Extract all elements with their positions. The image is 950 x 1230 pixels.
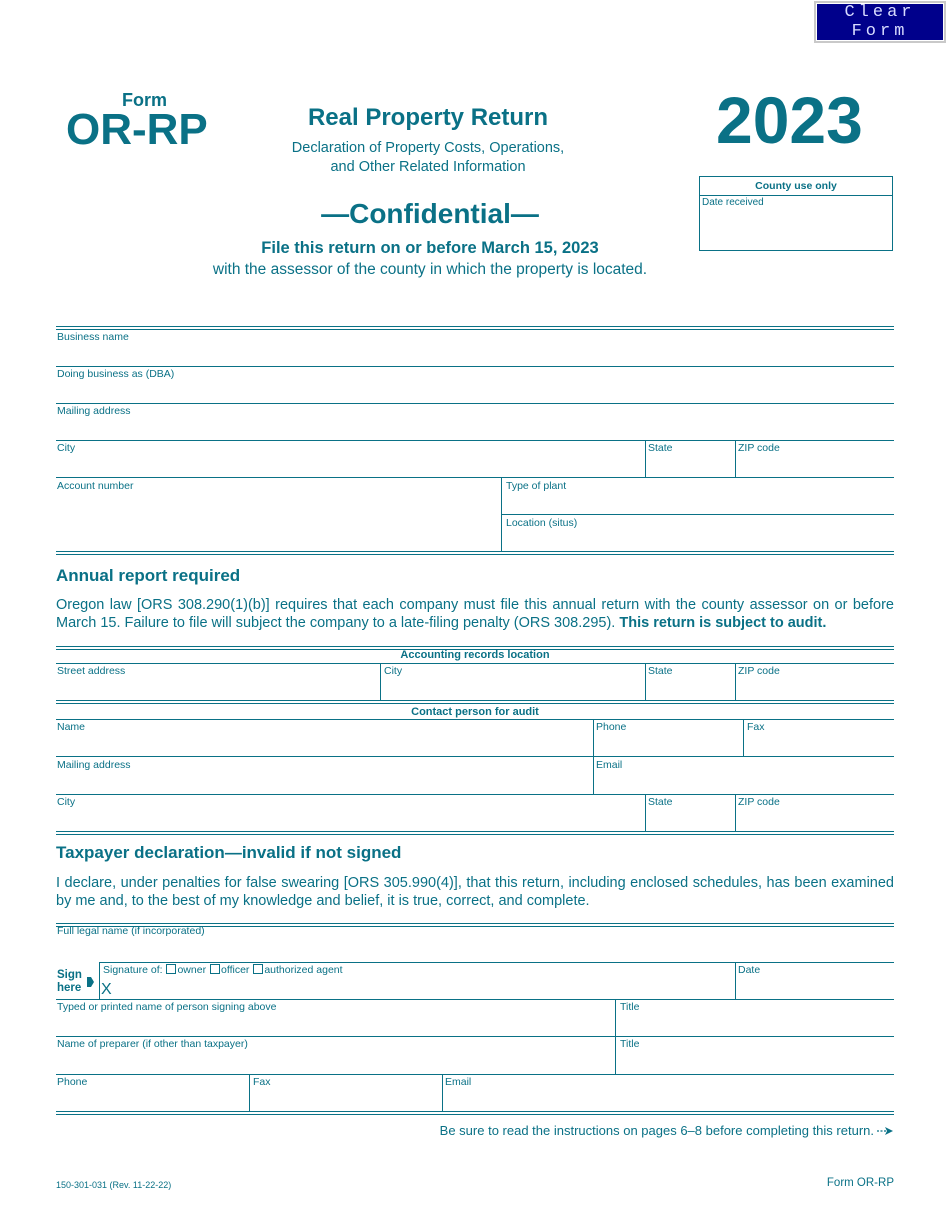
filing-instructions: with the assessor of the county in which the property is located.: [212, 261, 648, 278]
officer-label: officer: [221, 964, 250, 976]
audit-notice: This return is subject to audit.: [619, 615, 827, 631]
contact-city-field[interactable]: City: [57, 796, 76, 808]
signature-of-label: Signature of:: [103, 964, 163, 976]
subtitle-line-2: and Other Related Information: [330, 159, 526, 175]
annual-report-body: Oregon law [ORS 308.290(1)(b)] requires that each company must file this annual return with the county assessor on or before March 15. Failure to file will subject the company to a late-filing penalty (ORS 308.295).: [56, 597, 894, 631]
officer-checkbox[interactable]: [210, 964, 220, 974]
footer-form-name: Form OR-RP: [826, 1177, 894, 1189]
form-number: OR-RP: [66, 105, 208, 154]
clear-form-button[interactable]: Clear Form: [814, 1, 946, 43]
records-city-field[interactable]: City: [384, 665, 403, 677]
full-legal-name-field[interactable]: Full legal name (if incorporated): [57, 925, 205, 937]
owner-label: owner: [177, 964, 207, 976]
mailing-address-field[interactable]: Mailing address: [57, 405, 131, 417]
preparer-fax-field[interactable]: Fax: [253, 1076, 271, 1088]
records-street-field[interactable]: Street address: [57, 665, 126, 677]
account-number-field[interactable]: Account number: [57, 480, 134, 492]
accounting-records-heading: Accounting records location: [400, 649, 550, 661]
city-field[interactable]: City: [57, 442, 76, 454]
declaration-heading: Taxpayer declaration—invalid if not signed: [56, 843, 402, 862]
date-received-label: Date received: [702, 197, 764, 208]
state-field[interactable]: State: [648, 442, 673, 454]
sign-here-label: Sign here: [57, 969, 82, 994]
contact-fax-field[interactable]: Fax: [747, 721, 765, 733]
filing-deadline: File this return on or before March 15, 2023: [261, 239, 599, 257]
annual-report-text: [56, 596, 894, 632]
declaration-text: I declare, under penalties for false swearing [ORS 305.990(4)], that this return, including enclosed schedules, has been examined by me and, to the best of my knowledge and belief, it is true, correct, and complete.: [56, 875, 894, 909]
page-subtitle: [258, 139, 598, 177]
typed-name-field[interactable]: Typed or printed name of person signing above: [57, 1001, 277, 1013]
records-state-field[interactable]: State: [648, 665, 673, 677]
owner-checkbox[interactable]: [166, 964, 176, 974]
signature-of-row: [103, 964, 343, 976]
contact-person-heading: Contact person for audit: [411, 706, 539, 718]
business-name-field[interactable]: Business name: [57, 331, 129, 343]
location-field[interactable]: Location (situs): [506, 517, 578, 529]
signature-x-mark[interactable]: X: [101, 981, 112, 998]
preparer-email-field[interactable]: Email: [445, 1076, 472, 1088]
page-title: Real Property Return: [307, 104, 549, 131]
contact-mailing-field[interactable]: Mailing address: [57, 759, 131, 771]
preparer-phone-field[interactable]: Phone: [57, 1076, 88, 1088]
tax-year: 2023: [716, 83, 863, 157]
sign-arrow-icon: [86, 975, 95, 989]
contact-state-field[interactable]: State: [648, 796, 673, 808]
form-label: Form: [122, 90, 167, 110]
confidential-banner: —Confidential—: [321, 198, 539, 229]
records-zip-field[interactable]: ZIP code: [738, 665, 780, 677]
type-of-plant-field[interactable]: Type of plant: [506, 480, 567, 492]
zip-field[interactable]: ZIP code: [738, 442, 780, 454]
contact-name-field[interactable]: Name: [57, 721, 86, 733]
county-use-box: [699, 176, 893, 251]
dba-field[interactable]: Doing business as (DBA): [57, 368, 175, 380]
title-field[interactable]: Title: [620, 1001, 640, 1013]
authorized-agent-checkbox[interactable]: [253, 964, 263, 974]
annual-report-heading: Annual report required: [56, 566, 241, 585]
county-use-heading: County use only: [700, 177, 892, 196]
instructions-note: Be sure to read the instructions on pages 6–8 before completing this return.: [439, 1123, 874, 1138]
contact-phone-field[interactable]: Phone: [596, 721, 627, 733]
arrow-right-icon: [876, 1126, 894, 1136]
contact-zip-field[interactable]: ZIP code: [738, 796, 780, 808]
preparer-title-field[interactable]: Title: [620, 1038, 640, 1050]
subtitle-line-1: Declaration of Property Costs, Operations,: [291, 140, 565, 156]
preparer-name-field[interactable]: Name of preparer (if other than taxpayer): [57, 1038, 248, 1050]
date-field[interactable]: Date: [738, 964, 761, 976]
authorized-agent-label: authorized agent: [264, 964, 343, 976]
contact-email-field[interactable]: Email: [596, 759, 623, 771]
revision-number: 150-301-031 (Rev. 11-22-22): [56, 1180, 172, 1190]
